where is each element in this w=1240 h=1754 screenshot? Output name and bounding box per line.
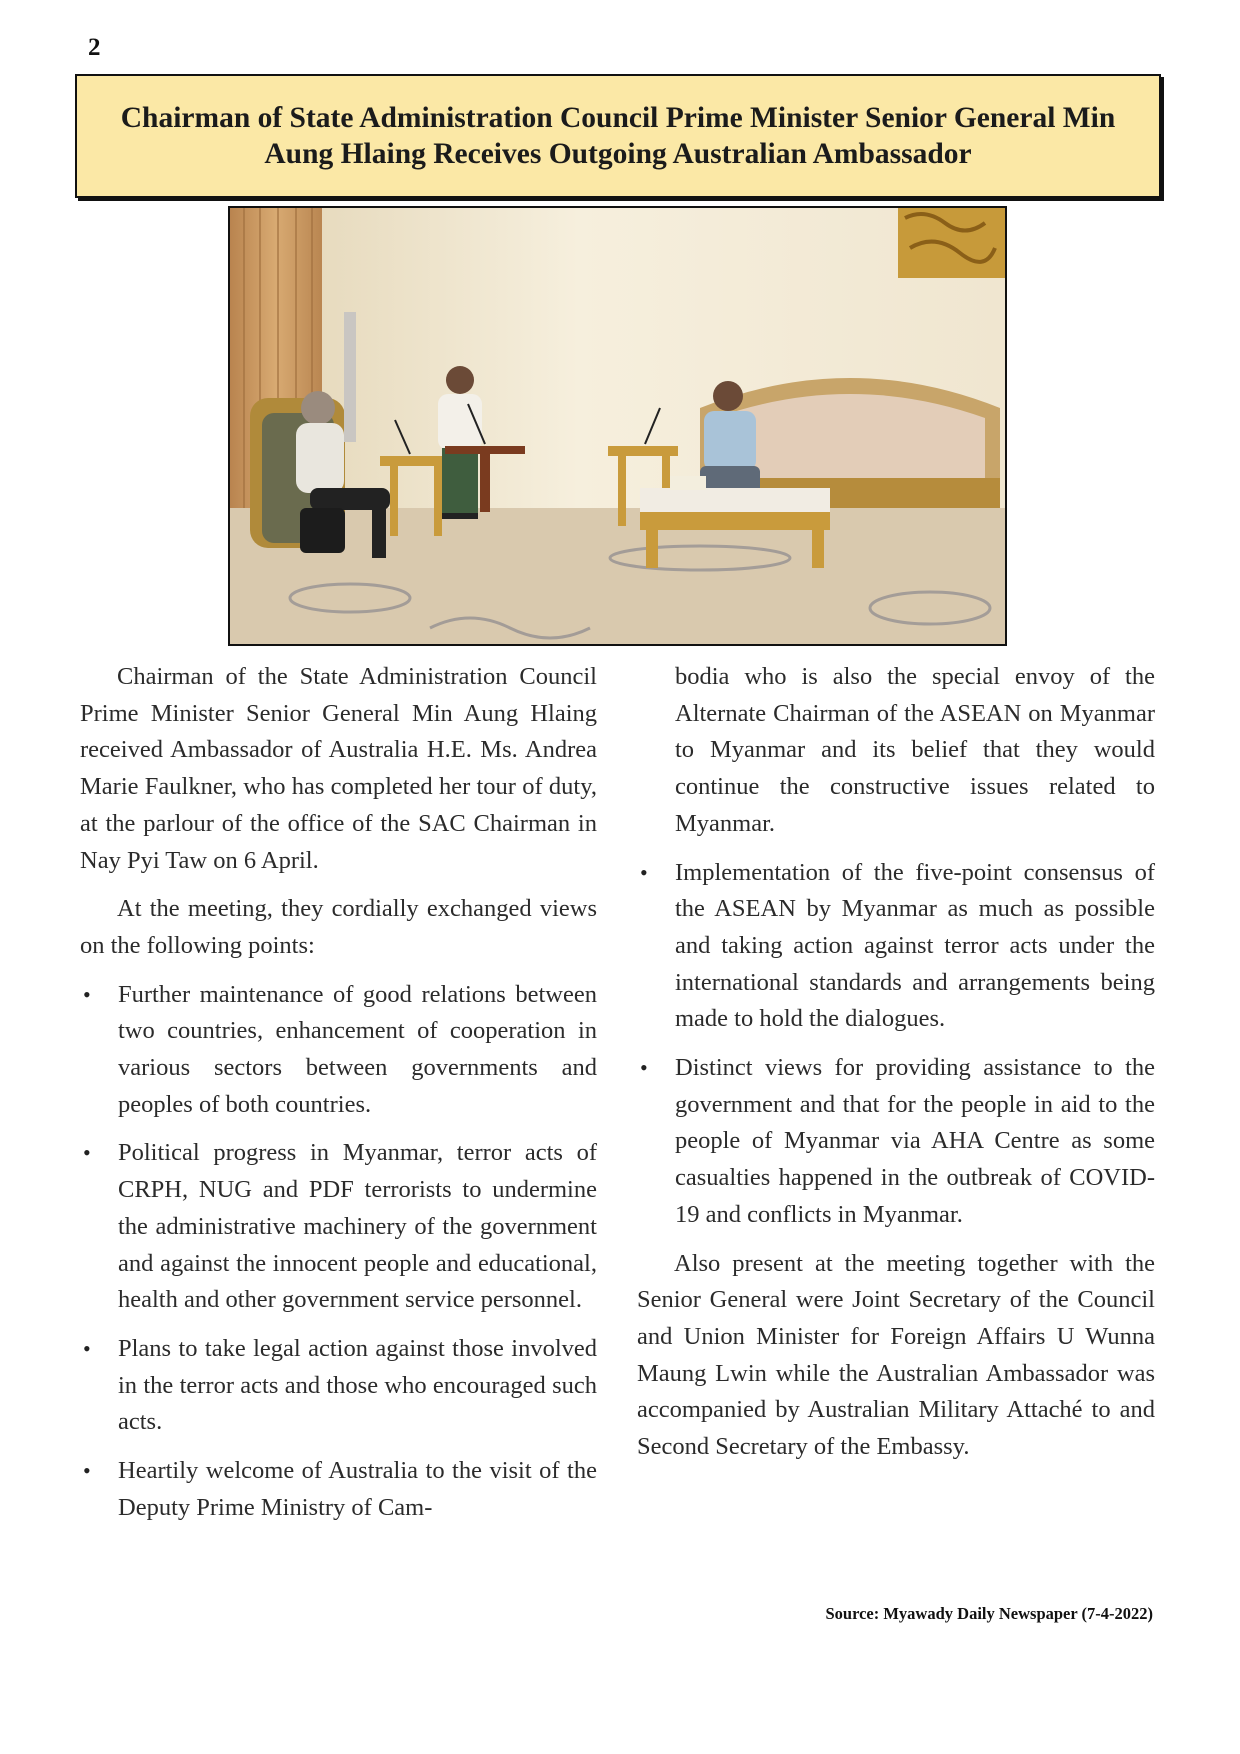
bullet-icon: • xyxy=(83,1458,91,1484)
left-column xyxy=(80,659,597,1538)
intro-paragraph: Chairman of the State Administration Council Prime Minister Senior General Min Aung Hlaing received Ambassador of Australia H.E. Ms. Andrea Marie Faulkner, who has completed her tour of duty, at the parlour of the office of the SAC Chairman in Nay Pyi Taw on 6 April. xyxy=(80,663,597,874)
list-item xyxy=(80,1331,597,1441)
list-item xyxy=(637,659,1155,843)
meeting-paragraph: At the meeting, they cordially exchanged views on the following points: xyxy=(80,895,597,959)
bullet-icon: • xyxy=(83,1335,91,1361)
bullet-icon: • xyxy=(83,981,91,1007)
list-item xyxy=(637,1050,1155,1234)
points-list xyxy=(80,977,597,1527)
list-item xyxy=(80,977,597,1124)
points-list-continued xyxy=(637,659,1155,1234)
list-item-text: Plans to take legal action against those involved in the terror acts and those who encouraged such acts. xyxy=(118,1334,597,1436)
bullet-icon: • xyxy=(640,1055,648,1081)
page-number: 2 xyxy=(88,34,101,61)
source-credit: Source: Myawady Daily Newspaper (7-4-2022) xyxy=(825,1604,1153,1623)
list-item xyxy=(80,1453,597,1526)
right-column xyxy=(637,659,1155,1478)
list-item xyxy=(80,1135,597,1319)
list-item-text: Political progress in Myanmar, terror acts of CRPH, NUG and PDF terrorists to undermine the administrative machinery of the government and against the innocent people and educational, health and other government service personnel. xyxy=(118,1139,597,1314)
list-item-text: Heartily welcome of Australia to the visit of the Deputy Prime Ministry of Cam- xyxy=(118,1457,597,1521)
headline-box xyxy=(75,74,1161,198)
carpet xyxy=(230,508,1005,644)
meeting-photo xyxy=(228,206,1007,646)
list-item xyxy=(637,855,1155,1039)
closing-paragraph: Also present at the meeting together with the Senior General were Joint Secretary of the Council and Union Minister for Foreign Affairs U Wunna Maung Lwin while the Australian Ambassador was accompanied by Australian Military Attaché to and Second Secretary of the Embassy. xyxy=(637,1249,1155,1461)
list-item-text: bodia who is also the special envoy of the Alternate Chairman of the ASEAN on Myanmar to Myanmar and its belief that they would continue the constructive issues related to Myanmar. xyxy=(675,663,1155,837)
headline: Chairman of State Administration Council Prime Minister Senior General Min Aung Hlaing Receives Outgoing Australian Ambassador xyxy=(120,102,1116,170)
gold-carving xyxy=(898,208,1005,278)
list-item-text: Further maintenance of good relations between two countries, enhancement of cooperation in various sectors between governments and peoples of both countries. xyxy=(118,980,597,1118)
list-item-text: Distinct views for providing assistance to the government and that for the people in aid to the people of Myanmar via AHA Centre as some casualties happened in the outbreak of COVID-19 and conflicts in Myanmar. xyxy=(675,1054,1155,1228)
bullet-icon: • xyxy=(640,859,648,885)
list-item-text: Implementation of the five-point consensus of the ASEAN by Myanmar as much as possible and taking action against terror acts under the international standards and arrangements being made to hold the dialogues. xyxy=(675,858,1155,1033)
photo-illustration xyxy=(230,208,1005,644)
bullet-icon: • xyxy=(83,1140,91,1166)
